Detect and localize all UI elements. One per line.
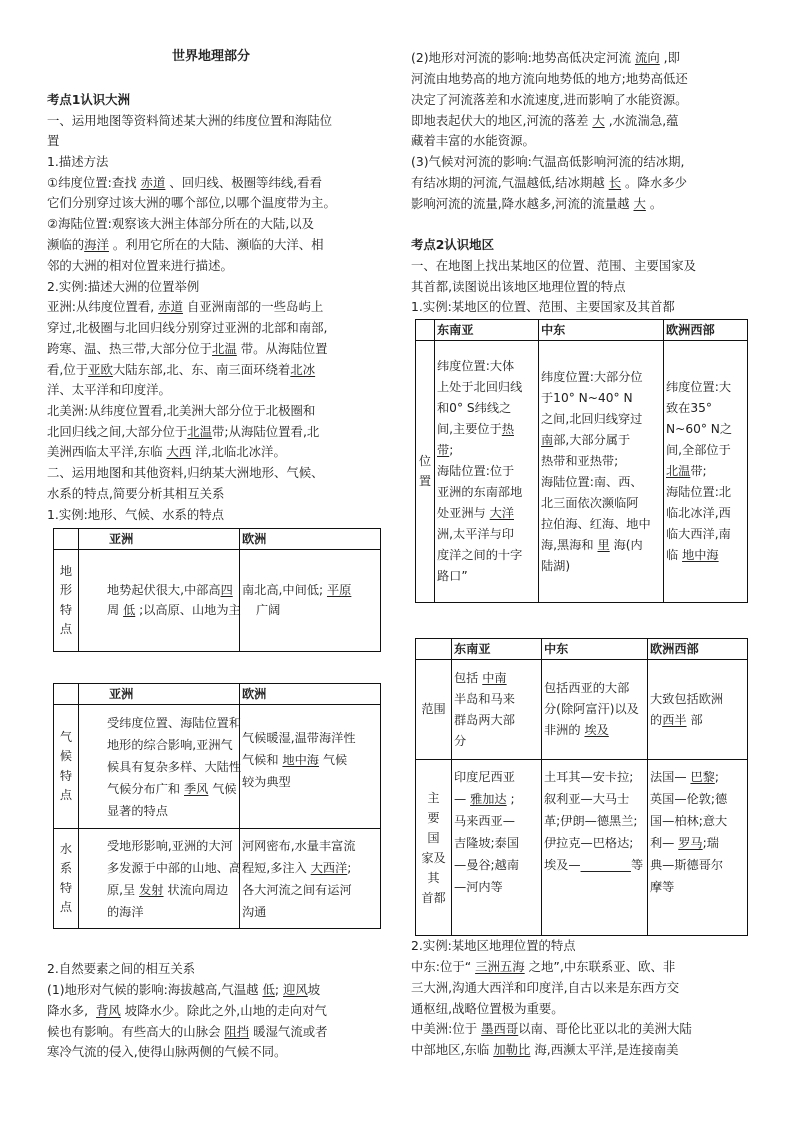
text-line: 它们分别穿过该大洲的哪个部位,以哪个温度带为主。 (47, 195, 336, 210)
text-line: 邻的大洲的相对位置来进行描述。 (47, 258, 233, 273)
text-line: 濒临的海洋 。利用它所在的大陆、濒临的大洋、相 (47, 237, 324, 252)
col-header-western-europe: 欧洲西部 (648, 639, 748, 660)
row-label-location: 位 置 (416, 341, 435, 603)
cell-we-countries: 法国— 巴黎; 英国—伦敦;德 国—柏林;意大 利— 罗马;瑞 典—斯德哥尔 摩等 (648, 760, 748, 936)
text-line: ①纬度位置:查找 赤道 、回归线、极圈等纬线,看看 (47, 175, 322, 190)
col-header-southeast-asia: 东南亚 (452, 639, 542, 660)
cell-sea-countries: 印度尼西亚 — 雅加达 ; 马来西亚— 吉隆坡;泰国 —曼谷;越南 —河内等 (452, 760, 542, 936)
row-label-scope: 范围 (416, 660, 452, 760)
text-line: 中部地区,东临 加勒比 海,西濒太平洋,是连接南美 (411, 1042, 679, 1057)
cell-europe-terrain: 南北高,中间低; 平原 广阔 (240, 550, 381, 652)
col-header-europe: 欧洲 (240, 529, 381, 550)
text-line: 降水多, 背风 坡降水少。除此之外,山地的走向对气 (47, 1003, 327, 1018)
section-heading-2: 考点2认识地区 (411, 237, 494, 252)
text-line: 2.实例:某地区地理位置的特点 (411, 938, 576, 953)
region-location-table (415, 319, 748, 603)
cell-sea-location: 纬度位置:大体 上处于北回归线 和0° S纬线之 间,主要位于热 带; 海陆位置:位于 亚洲的东南部地 处亚洲与 大洋 洲,太平洋与印 度洋之间的十字 路口” (435, 341, 539, 603)
text-line: (2)地形对河流的影响:地势高低决定河流 流向 ,即 (411, 50, 681, 65)
text-line: 三大洲,沟通大西洋和印度洋,自古以来是东西方交 (411, 980, 680, 995)
text-line: 河流由地势高的地方流向地势低的地方;地势高低还 (411, 71, 688, 86)
text-line: 穿过,北极圈与北回归线分别穿过亚洲的北部和南部, (47, 320, 328, 335)
row-label-countries: 主 要 国 家及 其 首都 (416, 760, 452, 936)
cell-we-scope: 大致包括欧洲 的西半 部 (648, 660, 748, 760)
section-heading-1: 考点1认识大洲 (47, 92, 130, 107)
col-header-middle-east: 中东 (539, 320, 664, 341)
text-line: 有结冰期的河流,气温越低,结冰期越 长 。降水多少 (411, 175, 687, 190)
col-header-middle-east: 中东 (542, 639, 648, 660)
text-line: 置 (47, 133, 60, 148)
text-line: 亚洲:从纬度位置看, 赤道 自亚洲南部的一些岛屿上 (47, 299, 324, 314)
region-scope-table (415, 638, 748, 936)
text-line: 1.实例:地形、气候、水系的特点 (47, 507, 225, 522)
text-line: 候也有影响。有些高大的山脉会 阻挡 暖湿气流或者 (47, 1024, 328, 1039)
text-line: 1.描述方法 (47, 154, 109, 169)
text-line: 通枢纽,战略位置极为重要。 (411, 1001, 564, 1016)
col-header-asia: 亚洲 (79, 684, 240, 705)
climate-water-table (53, 683, 381, 929)
row-label-water: 水 系 特 点 (54, 829, 79, 929)
cell-asia-climate: 受纬度位置、海陆位置和 地形的综合影响,亚洲气 候具有复杂多样、大陆性 气候分布广和 季风 气候 显著的特点 (79, 705, 240, 829)
row-label-terrain: 地 形 特 点 (54, 550, 79, 652)
col-header-asia: 亚洲 (79, 529, 240, 550)
text-line: 决定了河流落差和水流速度,进而影响了水能资源。 (411, 92, 688, 107)
text-line: 水系的特点,简要分析其相互关系 (47, 486, 225, 501)
terrain-table (53, 528, 381, 652)
text-line: 北回归线之间,大部分位于北温带;从海陆位置看,北 (47, 424, 320, 439)
col-header-europe: 欧洲 (240, 684, 381, 705)
text-line: 2.实例:描述大洲的位置举例 (47, 279, 200, 294)
cell-me-location: 纬度位置:大部分位 于10° N~40° N 之间,北回归线穿过 南部,大部分属于 热带和亚热带; 海陆位置:南、西、 北三面依次濒临阿 拉伯海、红海、地中 海,黑海和 里 海(内 陆湖) (539, 341, 664, 603)
text-line: 看,位于亚欧大陆东部,北、东、南三面环绕着北冰 (47, 362, 316, 377)
text-line: 美洲西临太平洋,东临 大西 洋,北临北冰洋。 (47, 444, 286, 459)
text-line: 跨寒、温、热三带,大部分位于北温 带。从海陆位置 (47, 341, 328, 356)
text-line: 2.自然要素之间的相互关系 (47, 961, 196, 976)
text-line: 洋、太平洋和印度洋。 (47, 382, 171, 397)
cell-me-scope: 包括西亚的大部 分(除阿富汗)以及 非洲的 埃及 (542, 660, 648, 760)
cell-europe-water: 河网密布,水量丰富流 程短,多注入 大西洋; 各大河流之间有运河 沟通 (240, 829, 381, 929)
text-line: 其首都,读图说出该地区地理位置的特点 (411, 279, 626, 294)
cell-asia-terrain: 地势起伏很大,中部高四 周 低 ;以高原、山地为主 (79, 550, 240, 652)
text-line: 1.实例:某地区的位置、范围、主要国家及其首都 (411, 299, 675, 314)
text-line: 北美洲:从纬度位置看,北美洲大部分位于北极圈和 (47, 403, 316, 418)
col-header-western-europe: 欧洲西部 (664, 320, 748, 341)
cell-me-countries: 土耳其—安卡拉; 叙利亚—大马士 革;伊朗—德黑兰; 伊拉克—巴格达; 埃及— 等 (542, 760, 648, 936)
text-line: 即地表起伏大的地区,河流的落差 大 ,水流湍急,蕴 (411, 113, 679, 128)
text-line: 寒冷气流的侵入,使得山脉两侧的气候不同。 (47, 1044, 287, 1059)
text-line: ②海陆位置:观察该大洲主体部分所在的大陆,以及 (47, 216, 315, 231)
text-line: (3)气候对河流的影响:气温高低影响河流的结冰期, (411, 154, 685, 169)
col-header-southeast-asia: 东南亚 (435, 320, 539, 341)
text-line: 中东:位于“ 三洲五海 之地”,中东联系亚、欧、非 (411, 959, 676, 974)
text-line: (1)地形对气候的影响:海拔越高,气温越 低; 迎风坡 (47, 982, 321, 997)
text-line: 藏着丰富的水能资源。 (411, 133, 535, 148)
text-line: 一、运用地图等资料简述某大洲的纬度位置和海陆位 (47, 113, 332, 128)
page-title: 世界地理部分 (172, 49, 251, 64)
text-line: 二、运用地图和其他资料,归纳某大洲地形、气候、 (47, 465, 324, 480)
text-line: 中美洲:位于 墨西哥以南、哥伦比亚以北的美洲大陆 (411, 1021, 692, 1036)
cell-we-location: 纬度位置:大 致在35° N~60° N之 间,全部位于 北温带; 海陆位置:北 临北冰洋,西 临大西洋,南 临 地中海 (664, 341, 748, 603)
cell-europe-climate: 气候暖湿,温带海洋性 气候和 地中海 气候 较为典型 (240, 705, 381, 829)
cell-asia-water: 受地形影响,亚洲的大河 多发源于中部的山地、高 原,呈 发射 状流向周边 的海洋 (79, 829, 240, 929)
text-line: 影响河流的流量,降水越多,河流的流量越 大 。 (411, 196, 663, 211)
row-label-climate: 气 候 特 点 (54, 705, 79, 829)
cell-sea-scope: 包括 中南 半岛和马来 群岛两大部 分 (452, 660, 542, 760)
text-line: 一、在地图上找出某地区的位置、范围、主要国家及 (411, 258, 696, 273)
